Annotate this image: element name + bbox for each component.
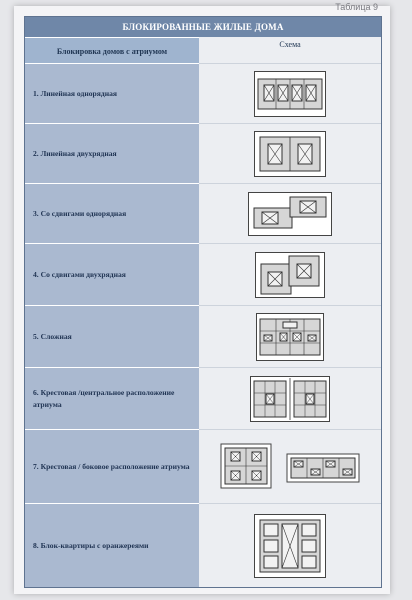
row-label-1: 1. Линейная однорядная (25, 63, 199, 123)
row-scheme-3 (199, 183, 381, 243)
table-number: Таблица 9 (335, 2, 378, 12)
row-label-5: 5. Сложная (25, 305, 199, 367)
row-label-6: 6. Крестовая /центральное расположение атриума (25, 367, 199, 429)
scheme-cross-side-atrium (215, 442, 365, 492)
row-scheme-1 (199, 63, 381, 123)
row-scheme-4 (199, 243, 381, 305)
blocked-houses-table (24, 16, 382, 588)
row-scheme-2 (199, 123, 381, 183)
row-label-3: 3. Со сдвигами однорядная (25, 183, 199, 243)
row-scheme-8 (199, 503, 381, 587)
row-scheme-6 (199, 367, 381, 429)
table-title: БЛОКИРОВАННЫЕ ЖИЛЫЕ ДОМА (25, 17, 381, 37)
scheme-shifted-single-row (248, 192, 332, 236)
row-label-7: 7. Крестовая / боковое расположение атриума (25, 429, 199, 503)
row-scheme-5 (199, 305, 381, 367)
row-label-2: 2. Линейная двухрядная (25, 123, 199, 183)
document-sheet (14, 2, 390, 594)
row-scheme-7 (199, 429, 381, 503)
column-header-scheme: Схема (199, 37, 381, 63)
column-header-blocking: Блокировка домов с атриумом (25, 37, 199, 64)
scheme-block-apartments-greenhouses (254, 514, 326, 578)
scheme-shifted-double-row (255, 252, 325, 298)
scheme-complex (256, 313, 324, 361)
row-label-8: 8. Блок-квартиры с оранжереями (25, 503, 199, 587)
scheme-linear-single-row (254, 71, 326, 117)
row-label-4: 4. Со сдвигами двухрядная (25, 243, 199, 305)
scheme-linear-double-row (254, 131, 326, 177)
scheme-cross-central-atrium (250, 376, 330, 422)
